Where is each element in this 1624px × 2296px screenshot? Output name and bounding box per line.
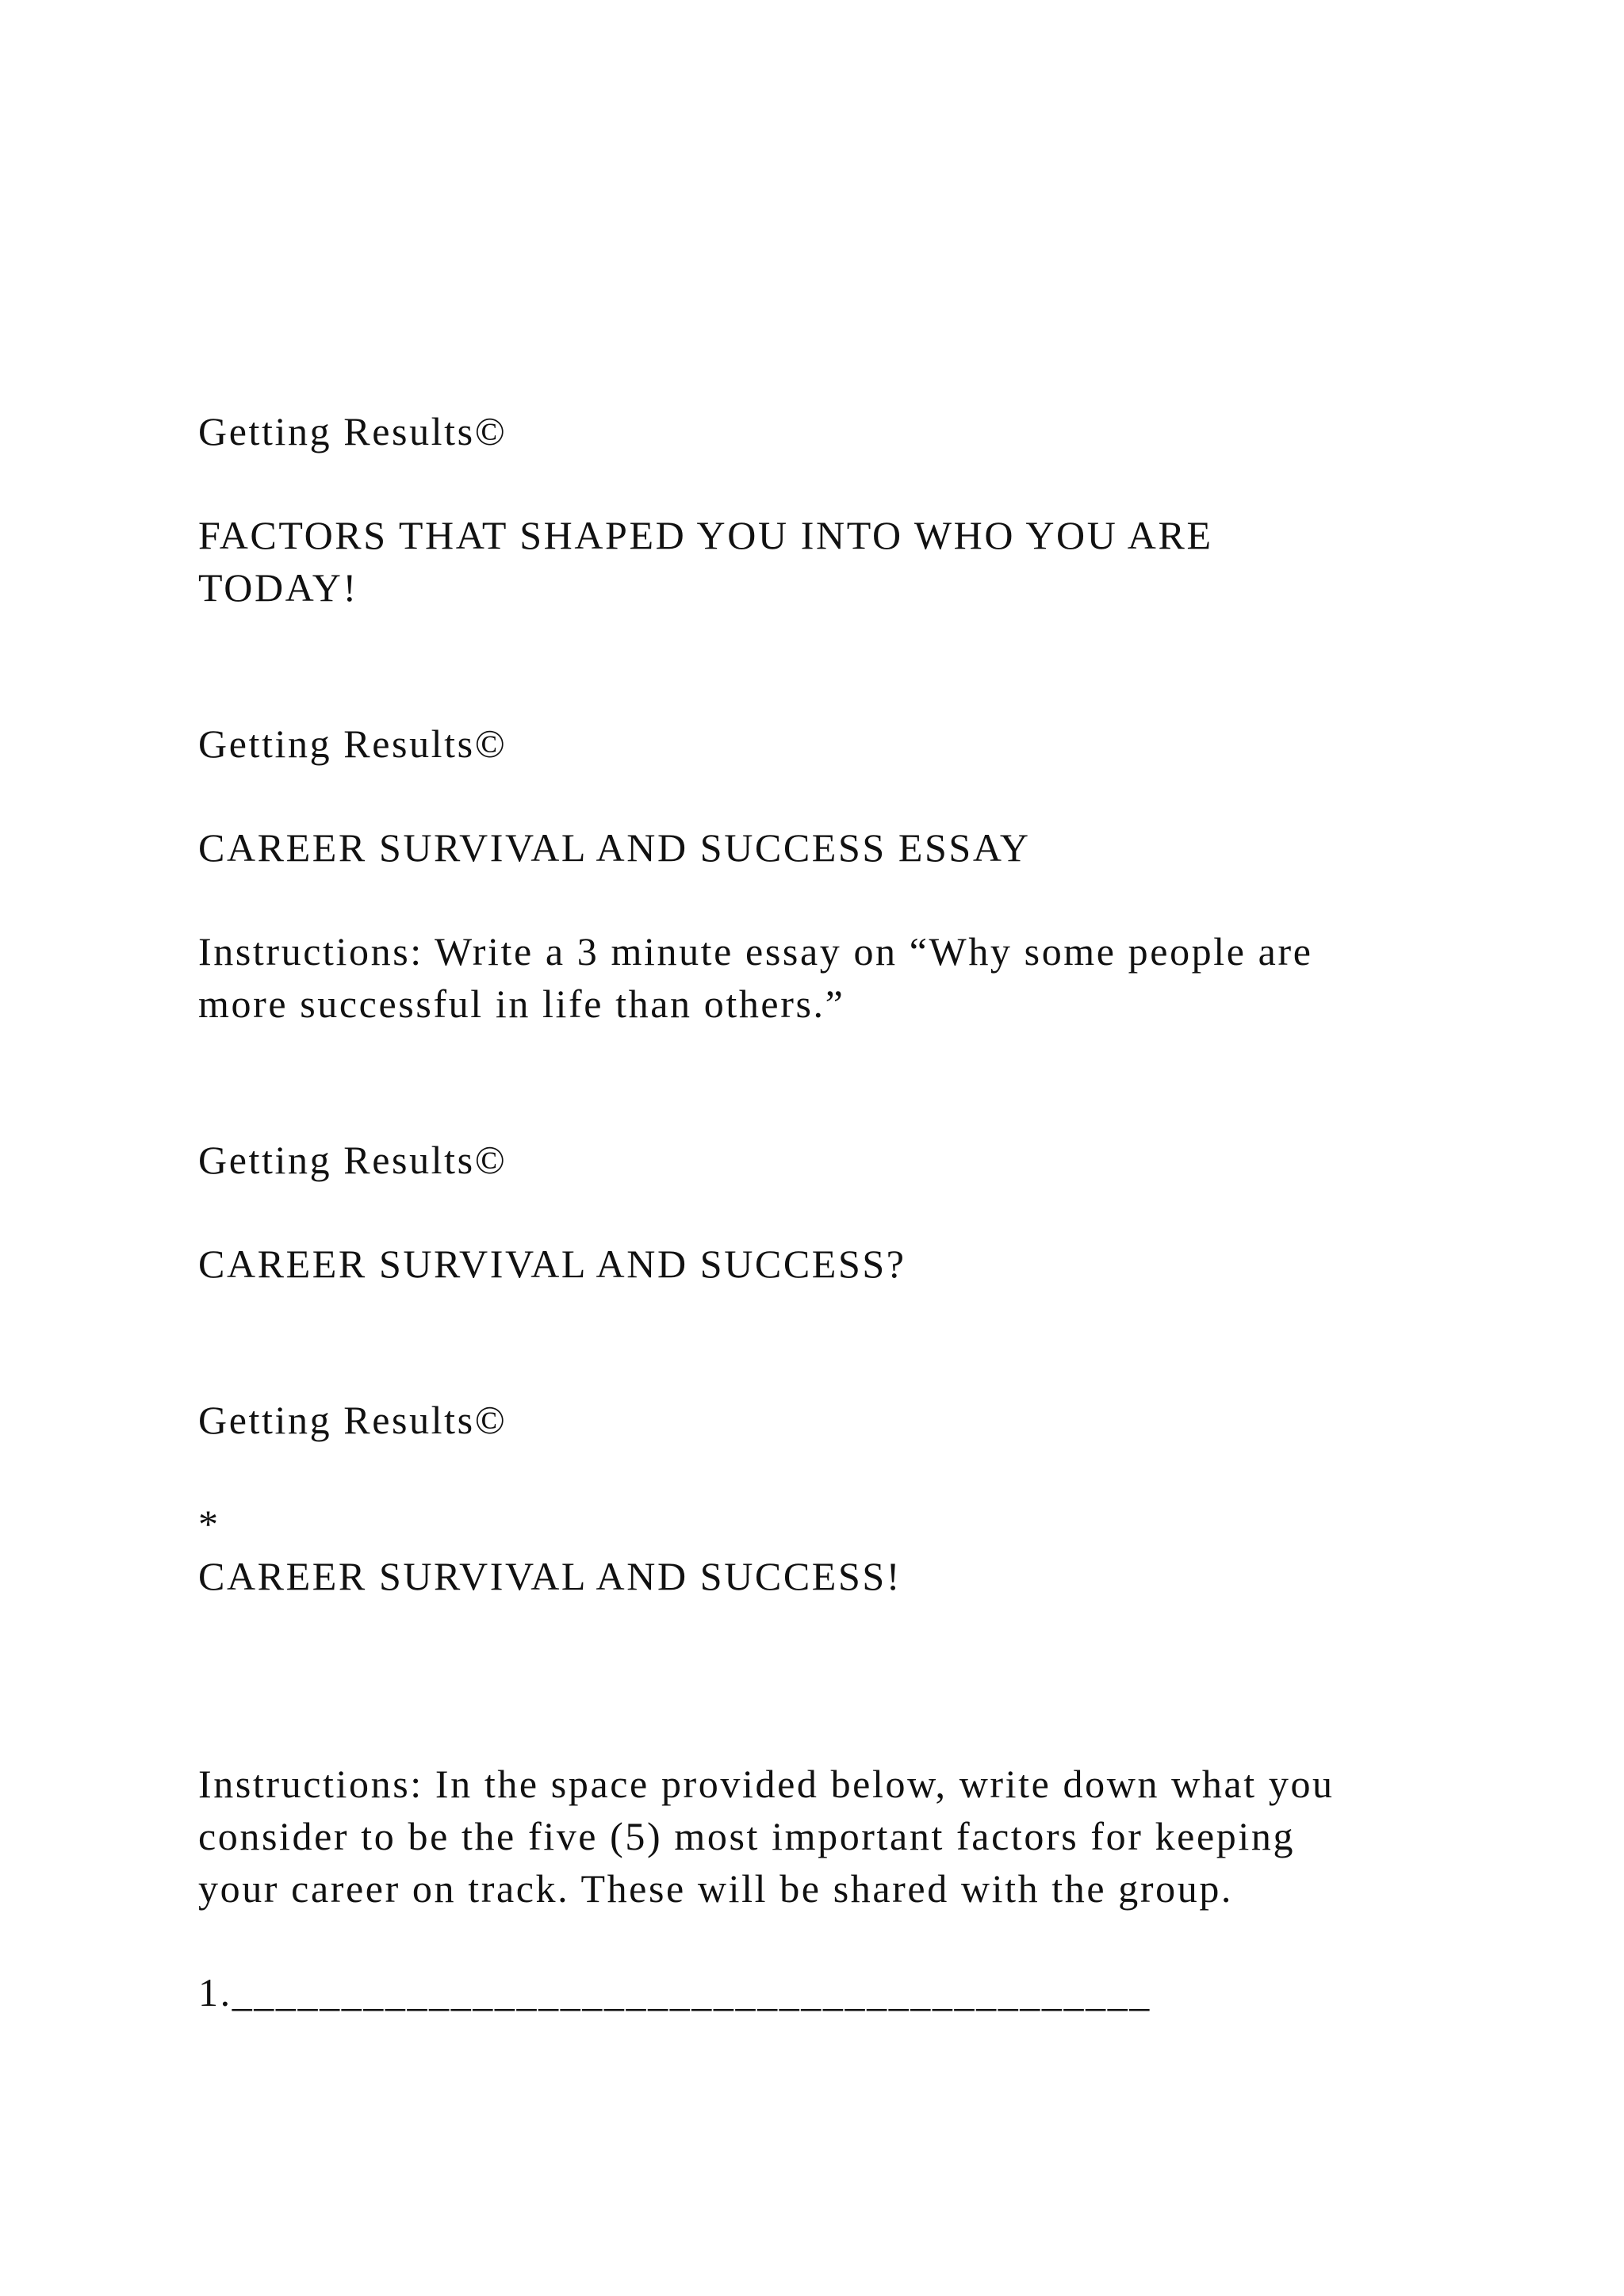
instructions-text-continued: your career on track. These will be shared with the group. — [198, 1866, 1234, 1911]
running-header: Getting Results© — [198, 721, 508, 766]
section-heading: CAREER SURVIVAL AND SUCCESS! — [198, 1554, 902, 1598]
running-header: Getting Results© — [198, 409, 508, 453]
running-header: Getting Results© — [198, 1398, 508, 1442]
section-heading: FACTORS THAT SHAPED YOU INTO WHO YOU ARE — [198, 513, 1213, 557]
instructions-text: Instructions: Write a 3 minute essay on “Why some people are — [198, 929, 1313, 974]
running-header: Getting Results© — [198, 1138, 508, 1182]
section-heading: CAREER SURVIVAL AND SUCCESS ESSAY — [198, 825, 1031, 870]
section-heading-continued: TODAY! — [198, 565, 358, 610]
instructions-text: Instructions: In the space provided below, write down what you — [198, 1762, 1335, 1806]
answer-line-1: 1.__________________________________________ — [198, 1970, 1151, 2015]
asterisk-marker: * — [198, 1502, 220, 1546]
section-heading: CAREER SURVIVAL AND SUCCESS? — [198, 1242, 906, 1286]
instructions-text-continued: more successful in life than others.” — [198, 982, 845, 1026]
instructions-text-continued: consider to be the five (5) most important factors for keeping — [198, 1814, 1296, 1858]
